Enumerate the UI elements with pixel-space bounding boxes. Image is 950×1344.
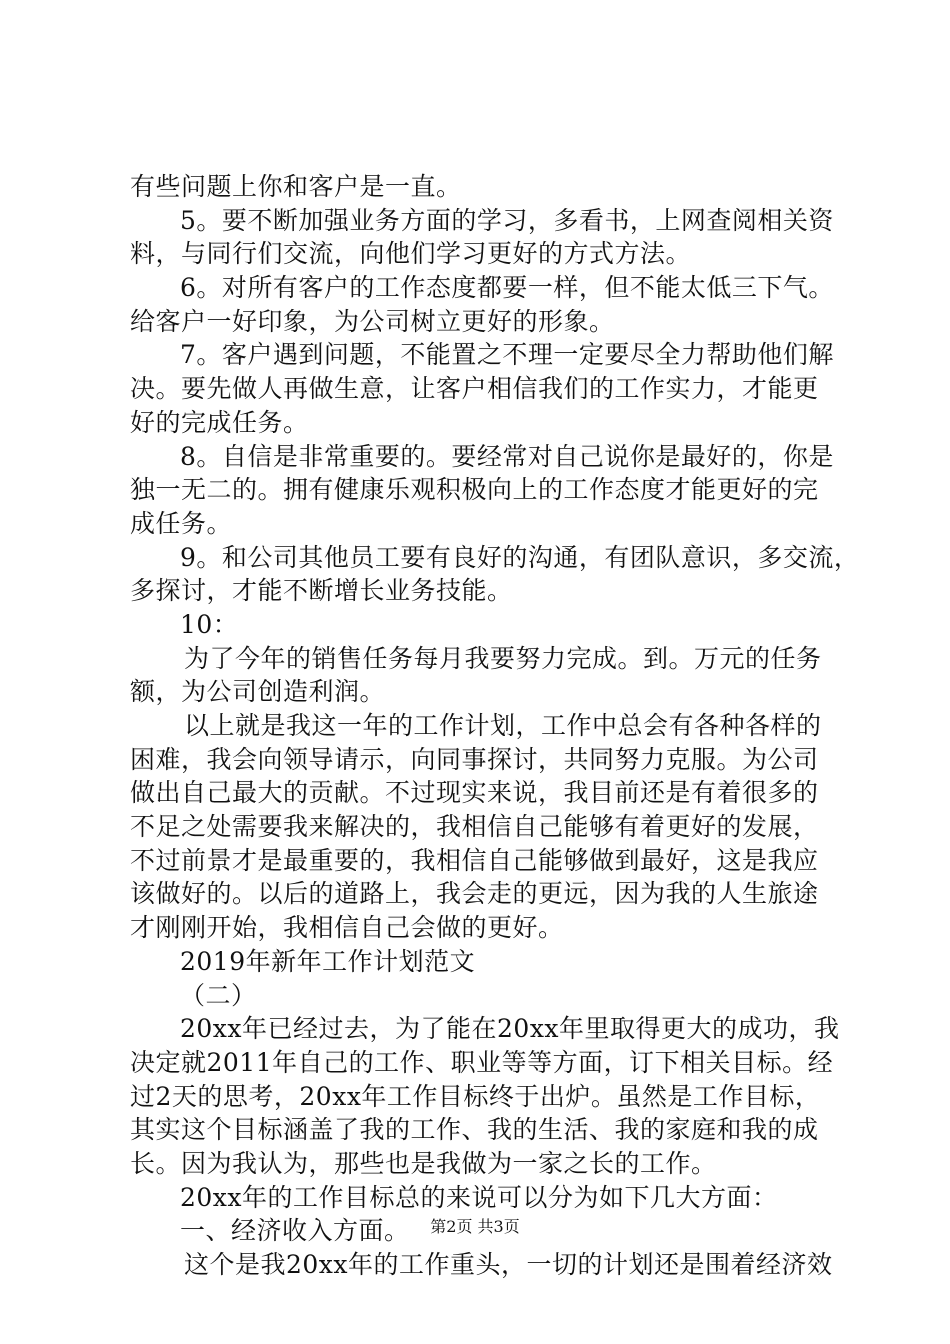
text-line: 决定就2011年自己的工作、职业等等方面，订下相关目标。经 <box>130 1047 834 1077</box>
page-footer: 第2页 共3页 <box>430 1217 520 1236</box>
text-line: 为了今年的销售任务每月我要努力完成。到。万元的任务 <box>184 643 822 673</box>
text-line: 5。要不断加强业务方面的学习，多看书，上网查阅相关资 <box>180 205 834 235</box>
section-title: 2019年新年工作计划范文 <box>180 946 476 976</box>
text-line: 以上就是我这一年的工作计划，工作中总会有各种各样的 <box>184 711 822 740</box>
text-line: 额，为公司创造利润。 <box>130 677 386 707</box>
text-line: 10： <box>180 609 239 639</box>
text-line: 有些问题上你和客户是一直。 <box>130 172 462 201</box>
text-line: 不足之处需要我来解决的，我相信自己能够有着更好的发展， <box>130 812 819 842</box>
text-line: 长。因为我认为，那些也是我做为一家之长的工作。 <box>130 1148 717 1178</box>
text-line: 不过前景才是最重要的，我相信自己能够做到最好，这是我应 <box>130 845 819 875</box>
text-line: 6。对所有客户的工作态度都要一样，但不能太低三下气。 <box>180 273 834 303</box>
text-line: 做出自己最大的贡献。不过现实来说，我目前还是有着很多的 <box>130 778 819 808</box>
text-line: 这个是我20xx年的工作重头，一切的计划还是围着经济效 <box>184 1250 833 1279</box>
text-line: 才刚刚开始，我相信自己会做的更好。 <box>130 913 564 943</box>
text-line: 给客户一好印象，为公司树立更好的形象。 <box>130 306 615 336</box>
text-line: 独一无二的。拥有健康乐观积极向上的工作态度才能更好的完 <box>130 475 819 505</box>
text-line: 困难，我会向领导请示，向同事探讨，共同努力克服。为公司 <box>130 744 819 774</box>
section-number: （二） <box>180 980 257 1010</box>
subheading: 一、经济收入方面。 <box>180 1216 410 1246</box>
text-line: 20xx年的工作目标总的来说可以分为如下几大方面： <box>180 1182 778 1212</box>
text-line: 其实这个目标涵盖了我的工作、我的生活、我的家庭和我的成 <box>130 1115 819 1145</box>
text-line: 决。要先做人再做生意，让客户相信我们的工作实力，才能更 <box>130 374 819 404</box>
text-line: 多探讨，才能不断增长业务技能。 <box>130 576 513 606</box>
text-line: 20xx年已经过去，为了能在20xx年里取得更大的成功，我 <box>180 1014 840 1044</box>
text-line: 9。和公司其他员工要有良好的沟通，有团队意识，多交流， <box>180 542 860 572</box>
text-line: 成任务。 <box>130 508 233 538</box>
text-line: 好的完成任务。 <box>130 407 309 437</box>
document-body <box>130 170 860 1282</box>
text-line: 过2天的思考，20xx年工作目标终于出炉。虽然是工作目标， <box>130 1081 821 1111</box>
text-line: 该做好的。以后的道路上，我会走的更远，因为我的人生旅途 <box>130 879 819 909</box>
text-line: 7。客户遇到问题，不能置之不理一定要尽全力帮助他们解 <box>180 340 834 370</box>
text-line: 料，与同行们交流，向他们学习更好的方式方法。 <box>130 239 692 269</box>
text-line: 8。自信是非常重要的。要经常对自己说你是最好的，你是 <box>180 441 834 471</box>
